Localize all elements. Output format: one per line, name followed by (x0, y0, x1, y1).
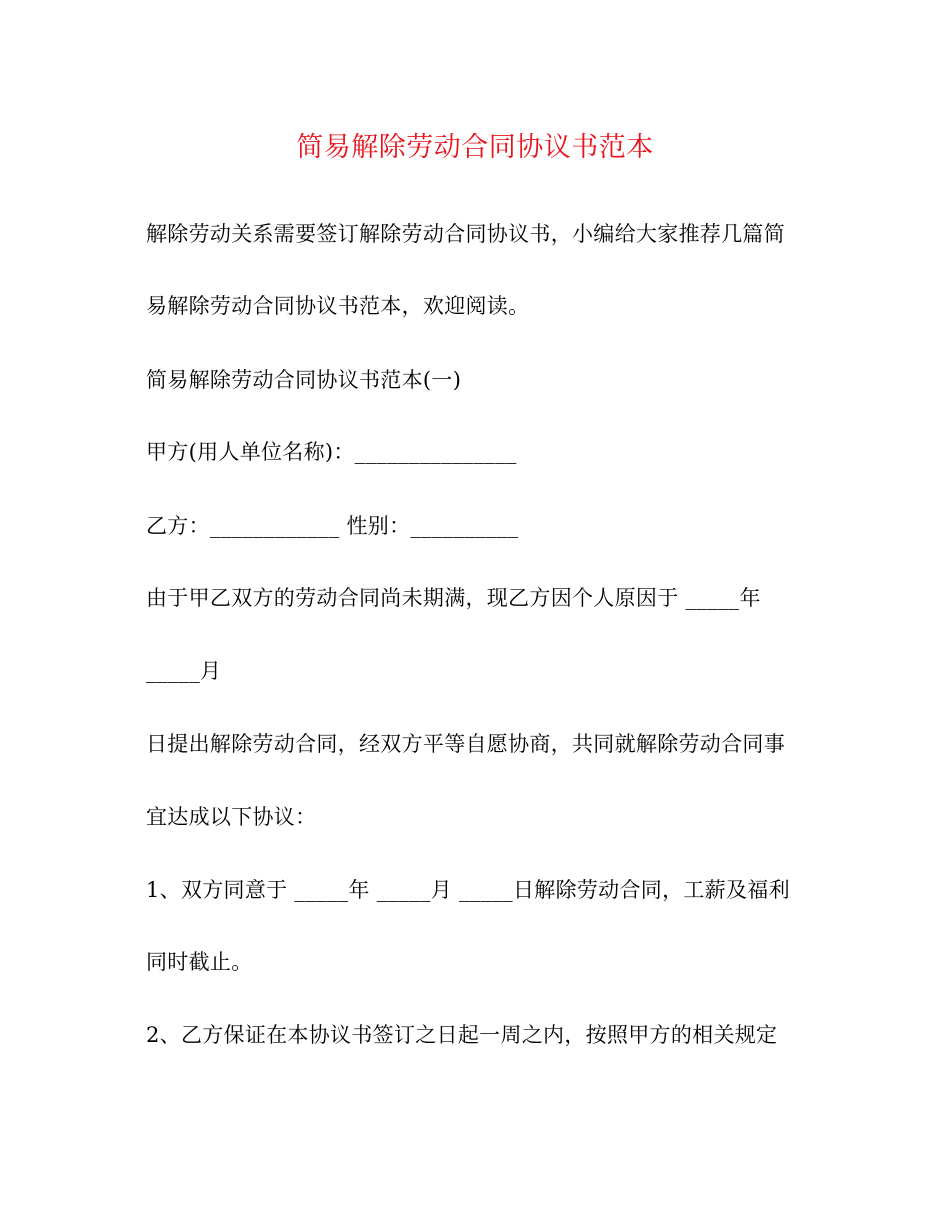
document-title: 简易解除劳动合同协议书范本 (296, 132, 654, 163)
clause-2: 2、乙方保证在本协议书签订之日起一周之内，按照甲方的相关规定 (146, 1023, 778, 1047)
section-heading: 简易解除劳动合同协议书范本(一) (146, 368, 462, 392)
paragraph-line: 易解除劳动合同协议书范本，欢迎阅读。 (146, 294, 530, 318)
paragraph-line: 日提出解除劳动合同，经双方平等自愿协商，共同就解除劳动合同事 (146, 732, 785, 756)
paragraph-line: _____月 (146, 659, 222, 683)
paragraph-line: 解除劳动关系需要签订解除劳动合同协议书，小编给大家推荐几篇简 (146, 222, 785, 246)
party-b-field: 乙方：____________ 性别：__________ (146, 514, 519, 538)
clause-1: 1、双方同意于 _____年 _____月 _____日解除劳动合同，工薪及福利 (146, 878, 790, 902)
paragraph-line: 同时截止。 (146, 950, 253, 974)
party-a-field: 甲方(用人单位名称)：_______________ (146, 440, 517, 464)
paragraph-line: 由于甲乙双方的劳动合同尚未期满，现乙方因个人原因于 _____年 (146, 586, 761, 610)
paragraph-line: 宜达成以下协议： (146, 805, 317, 829)
